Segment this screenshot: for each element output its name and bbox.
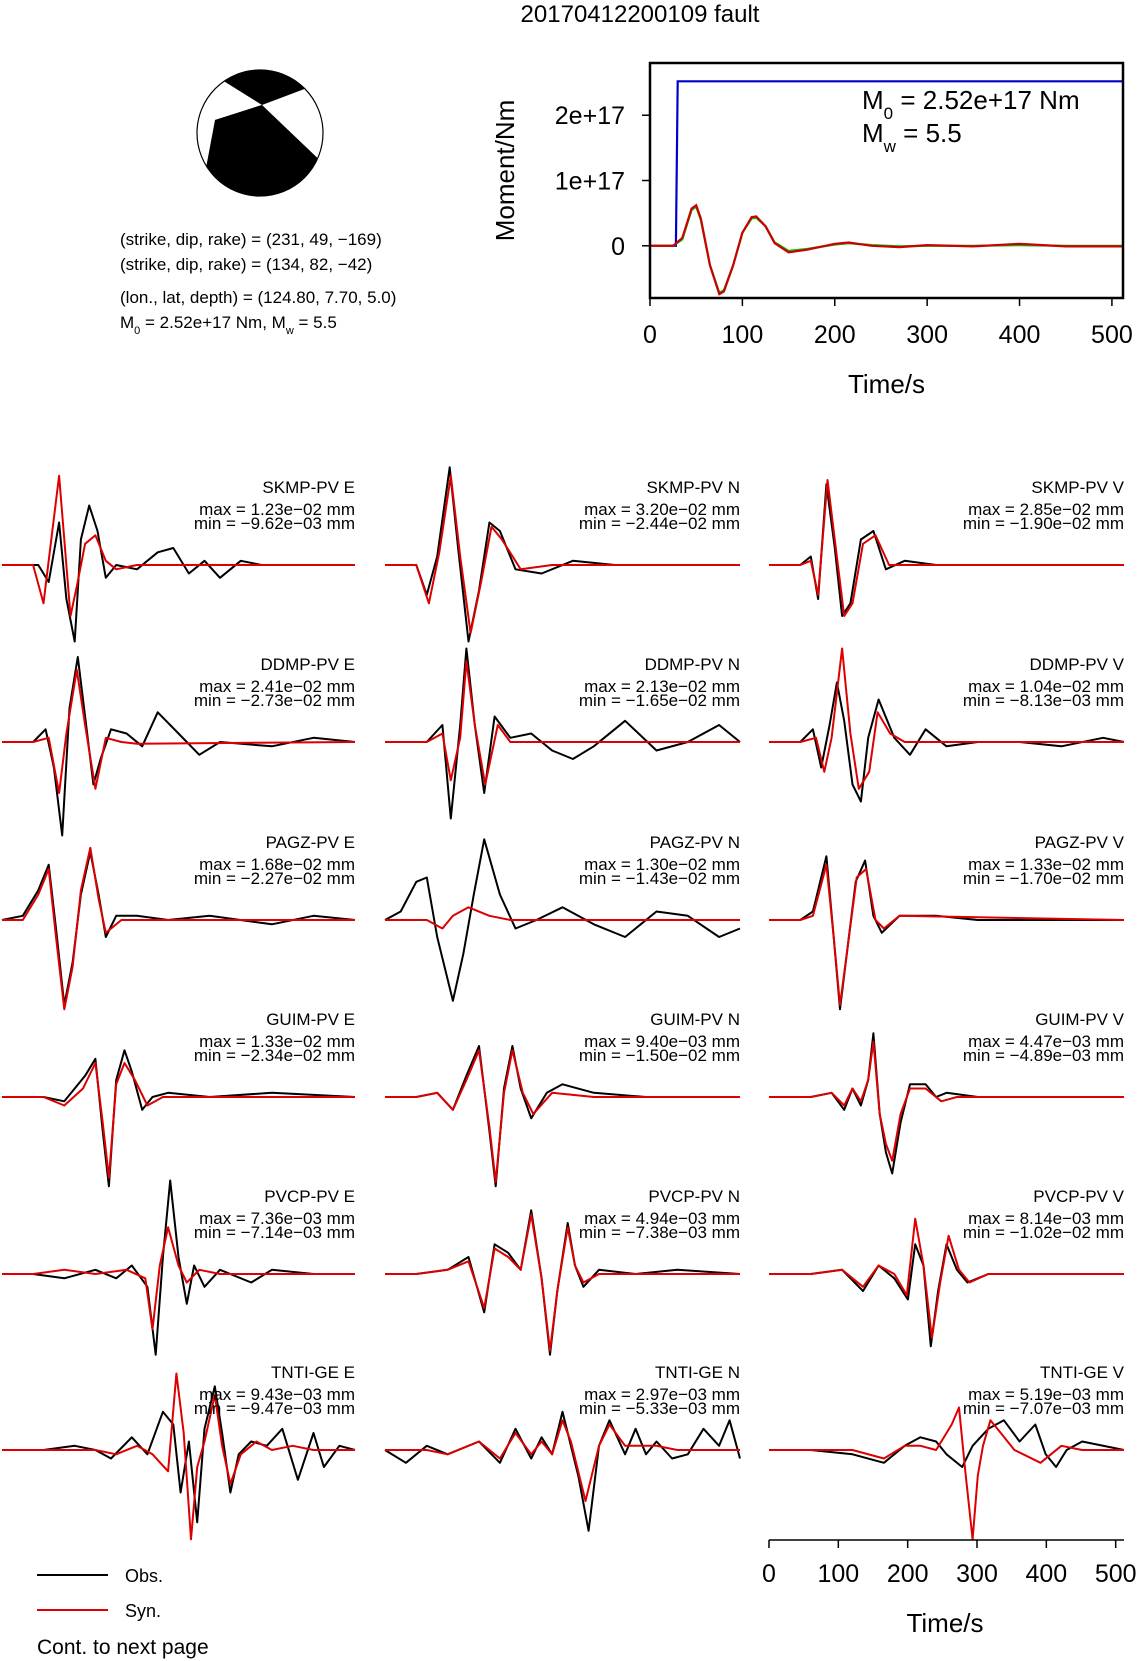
- synthetic-trace: [385, 1420, 740, 1501]
- station-label: SKMP-PV N: [646, 478, 740, 497]
- trace-min: min = −2.44e−02 mm: [578, 514, 740, 533]
- moment-xlabel: Time/s: [847, 369, 926, 399]
- trace-min: min = −1.90e−02 mm: [962, 514, 1124, 533]
- trace-min: min = −8.13e−03 mm: [962, 691, 1124, 710]
- waveform-panel: [385, 1363, 740, 1531]
- trace-max: max = 1.04e−02 mm: [968, 677, 1124, 696]
- moment-xtick-label: 0: [643, 321, 657, 349]
- station-label: SKMP-PV V: [1031, 478, 1124, 497]
- station-label: PVCP-PV V: [1033, 1187, 1124, 1206]
- waveform-grid: [2, 467, 1125, 1539]
- trace-max: max = 4.47e−03 mm: [968, 1032, 1124, 1051]
- trace-max: max = 9.43e−03 mm: [199, 1385, 355, 1404]
- station-label: GUIM-PV N: [650, 1010, 740, 1029]
- station-label: SKMP-PV E: [262, 478, 355, 497]
- moment-xtick-label: 200: [813, 321, 856, 349]
- synthetic-trace: [385, 907, 740, 928]
- legend-syn-label: Syn.: [125, 1601, 162, 1621]
- wave-xtick-label: 0: [762, 1560, 776, 1588]
- moment-xtick-label: 100: [721, 321, 764, 349]
- wave-xtick-label: 400: [1025, 1560, 1068, 1588]
- waveform-panel: [769, 833, 1125, 1009]
- waveform-panel: [2, 655, 355, 836]
- trace-min: min = −5.33e−03 mm: [578, 1399, 740, 1418]
- waveform-panel: [769, 478, 1125, 616]
- station-label: DDMP-PV V: [1029, 655, 1124, 674]
- wave-xtick-label: 200: [886, 1560, 929, 1588]
- station-label: TNTI-GE E: [270, 1363, 355, 1382]
- trace-max: max = 5.19e−03 mm: [968, 1385, 1124, 1404]
- legend-obs-label: Obs.: [125, 1566, 164, 1586]
- trace-min: min = −7.14e−03 mm: [193, 1223, 355, 1242]
- trace-min: min = −7.38e−03 mm: [578, 1223, 740, 1242]
- source-location: (lon., lat, depth) = (124.80, 7.70, 5.0): [120, 288, 397, 307]
- trace-max: max = 7.36e−03 mm: [199, 1209, 355, 1228]
- observed-trace: [385, 1412, 740, 1531]
- moment-xtick-label: 500: [1091, 321, 1133, 349]
- moment-function-plot: [490, 63, 1133, 399]
- synthetic-trace: [385, 1050, 740, 1182]
- observed-trace: [385, 1046, 740, 1186]
- synthetic-trace: [769, 1408, 1124, 1540]
- figure-title: 20170412200109 fault: [520, 1, 760, 28]
- trace-max: max = 1.33e−02 mm: [968, 855, 1124, 874]
- station-label: PVCP-PV E: [264, 1187, 355, 1206]
- trace-max: max = 1.30e−02 mm: [584, 855, 740, 874]
- trace-min: min = −7.07e−03 mm: [962, 1399, 1124, 1418]
- station-label: DDMP-PV E: [260, 655, 355, 674]
- waveform-panel: [385, 467, 740, 641]
- trace-min: min = −1.65e−02 mm: [578, 691, 740, 710]
- station-label: PAGZ-PV V: [1034, 833, 1124, 852]
- station-label: PAGZ-PV N: [649, 833, 740, 852]
- trace-min: min = −1.43e−02 mm: [578, 869, 740, 888]
- trace-max: max = 9.40e−03 mm: [584, 1032, 740, 1051]
- moment-series-1: [650, 207, 1123, 293]
- moment-xtick-label: 300: [906, 321, 949, 349]
- trace-max: max = 2.85e−02 mm: [968, 500, 1124, 519]
- waveform-time-axis: [762, 1540, 1136, 1638]
- observed-trace: [2, 1050, 355, 1186]
- legend: [37, 1566, 163, 1621]
- trace-max: max = 2.97e−03 mm: [584, 1385, 740, 1404]
- trace-min: min = −1.70e−02 mm: [962, 869, 1124, 888]
- beachball: [197, 60, 330, 200]
- moment-annotation-mw: $M_w = 5.5$: [862, 118, 962, 156]
- wave-xtick-label: 100: [817, 1560, 860, 1588]
- station-label: GUIM-PV V: [1035, 1010, 1124, 1029]
- trace-min: min = −2.34e−02 mm: [193, 1046, 355, 1065]
- observed-trace: [769, 1420, 1124, 1467]
- waveform-panel: [385, 649, 740, 819]
- waveform-panel: [385, 1010, 740, 1186]
- observed-trace: [769, 1244, 1124, 1346]
- station-label: GUIM-PV E: [266, 1010, 355, 1029]
- trace-min: min = −2.27e−02 mm: [193, 869, 355, 888]
- wave-xtick-label: 500: [1094, 1560, 1137, 1588]
- nodal-plane-1: (strike, dip, rake) = (231, 49, −169): [120, 230, 382, 249]
- waveform-panel: [2, 833, 355, 1009]
- trace-max: max = 4.94e−03 mm: [584, 1209, 740, 1228]
- footer-note: Cont. to next page: [37, 1636, 209, 1659]
- wave-xtick-label: 300: [956, 1560, 998, 1588]
- trace-min: min = −2.73e−02 mm: [193, 691, 355, 710]
- trace-max: max = 3.20e−02 mm: [584, 500, 740, 519]
- trace-min: min = −1.50e−02 mm: [578, 1046, 740, 1065]
- waveform-panel: [2, 1181, 355, 1355]
- waveform-panel: [769, 649, 1125, 802]
- wave-xlabel: Time/s: [906, 1608, 984, 1638]
- observed-trace: [385, 649, 740, 819]
- trace-max: max = 1.33e−02 mm: [199, 1032, 355, 1051]
- waveform-panel: [385, 1187, 740, 1355]
- station-label: PVCP-PV N: [648, 1187, 740, 1206]
- trace-max: max = 1.23e−02 mm: [199, 500, 355, 519]
- trace-min: min = −9.47e−03 mm: [193, 1399, 355, 1418]
- moment-annotation-m0: $M_0 = 2.52e+17$ Nm: [862, 85, 1080, 123]
- station-label: TNTI-GE V: [1039, 1363, 1124, 1382]
- station-label: TNTI-GE N: [655, 1363, 740, 1382]
- nodal-plane-2: (strike, dip, rake) = (134, 82, −42): [120, 255, 373, 274]
- station-label: PAGZ-PV E: [265, 833, 355, 852]
- trace-min: min = −1.02e−02 mm: [962, 1223, 1124, 1242]
- moment-ytick-label: 1e+17: [554, 167, 625, 196]
- trace-max: max = 2.41e−02 mm: [199, 677, 355, 696]
- moment-ylabel: Moment/Nm: [490, 99, 520, 242]
- waveform-panel: [2, 1010, 355, 1186]
- moment-ytick-label: 0: [611, 232, 625, 261]
- waveform-panel: [769, 1010, 1125, 1174]
- waveform-panel: [2, 1363, 355, 1539]
- moment-xtick-label: 400: [998, 321, 1041, 349]
- trace-max: max = 2.13e−02 mm: [584, 677, 740, 696]
- trace-max: max = 1.68e−02 mm: [199, 855, 355, 874]
- source-moment: $M_0 = 2.52e+17$ Nm, $M_w = 5.5$: [120, 313, 337, 337]
- synthetic-trace: [2, 1227, 355, 1329]
- trace-min: min = −4.89e−03 mm: [962, 1046, 1124, 1065]
- trace-max: max = 8.14e−03 mm: [968, 1209, 1124, 1228]
- moment-ytick-label: 2e+17: [554, 102, 625, 131]
- waveform-panel: [385, 833, 740, 1001]
- waveform-panel: [769, 1363, 1125, 1539]
- synthetic-trace: [2, 1063, 355, 1178]
- waveform-panel: [769, 1187, 1125, 1346]
- station-label: DDMP-PV N: [644, 655, 740, 674]
- trace-min: min = −9.62e−03 mm: [193, 514, 355, 533]
- moment-series-2: [650, 205, 1123, 294]
- waveform-panel: [2, 476, 355, 642]
